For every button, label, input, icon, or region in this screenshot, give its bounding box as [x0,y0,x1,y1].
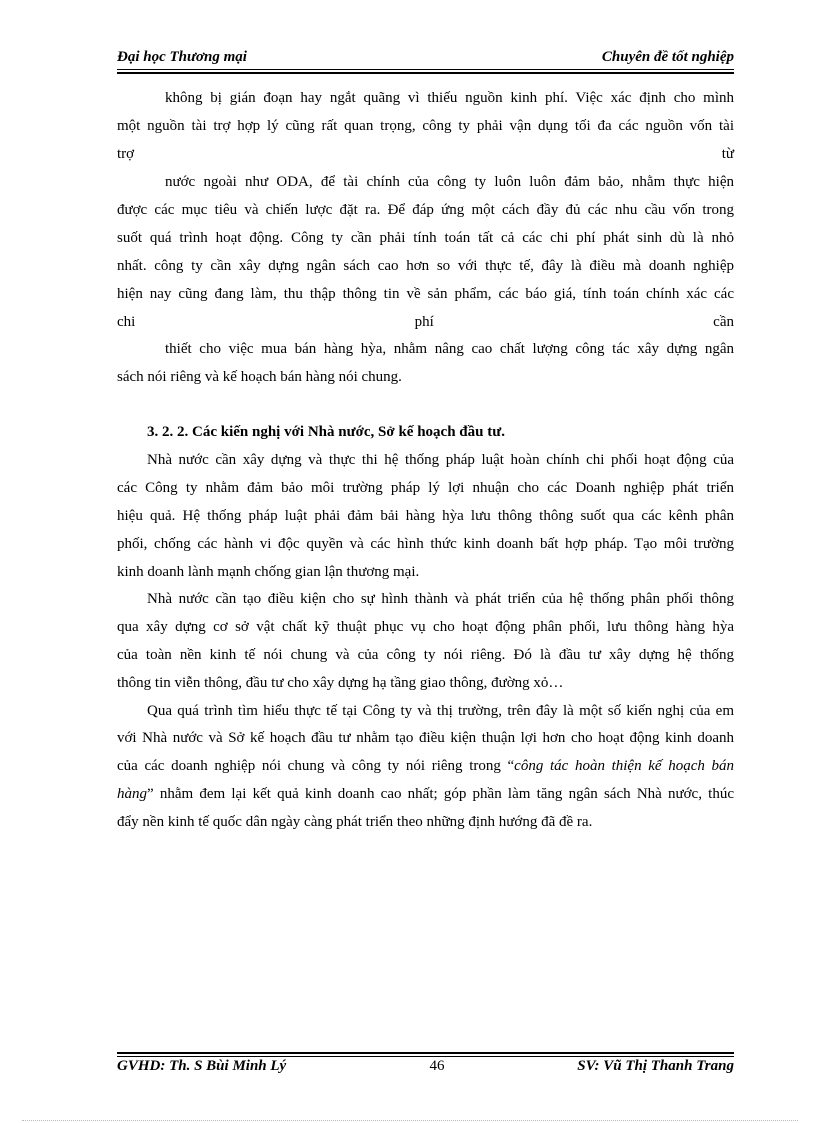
text-line: Nhà nước cần tạo điều kiện cho sự hình thành và phát triển của hệ thống phân phối thông [147,591,734,607]
text-line: với Nhà nước và Sở kế hoạch đầu tư nhằm tạo điều kiện thuận lợi hơn cho hoạt động kinh doanh [117,730,734,746]
text-line: nhất. công ty cần xây dựng ngân sách cao hơn so với thực tế, đây là điều mà doanh nghiệp [117,258,734,274]
text-line: thiết cho việc mua bán hàng hỳa, nhằm nâng cao chất lượng công tác xây dựng ngân [165,341,734,357]
text-line: hiệu quả. Hệ thống pháp luật phải đảm bải hàng hỳa lưu thông thông suốt qua các kênh phân [117,508,734,524]
header-document-type: Chuyên đề tốt nghiệp [601,49,734,65]
text-line: một nguồn tài trợ hợp lý cũng rất quan trọng, công ty phải vận dụng tối đa các nguồn vốn tài [117,118,734,134]
text-line: nước ngoài như ODA, để tài chính của công ty luôn luôn đảm bảo, nhằm thực hiện [165,174,734,190]
page-edge-divider [22,1120,798,1121]
header-rule [117,69,734,74]
header-university: Đại học Thương mại [117,49,247,65]
footer-supervisor: GVHD: Th. S Bùi Minh Lý [117,1058,287,1074]
section-heading: 3. 2. 2. Các kiến nghị với Nhà nước, Sở kế hoạch đầu tư. [147,424,505,440]
page-header [117,49,734,69]
text-line: sách nói riêng và kế hoạch bán hàng nói chung. [117,369,402,385]
text-segment: của các doanh nghiệp nói chung và công ty nói riêng trong “ [117,758,515,774]
text-line: các Công ty nhằm đảm bảo môi trường pháp lý lợi nhuận cho các Doanh nghiệp phát triển [117,480,734,496]
text-line [117,784,734,804]
text-line: đẩy nền kinh tế quốc dân ngày càng phát triển theo những định hướng đã đề ra. [117,814,593,830]
text-line [117,756,734,776]
text-line: thông tin viễn thông, đầu tư cho xây dựng hạ tầng giao thông, đường xỏ… [117,675,564,691]
text-line: trợ từ [117,146,734,162]
text-line: Nhà nước cần xây dựng và thực thi hệ thống pháp luật hoàn chính chi phối hoạt động của [147,452,734,468]
italic-phrase: công tác hoàn thiện kế hoạch bán [514,758,735,774]
text-segment: ” nhằm đem lại kết quả kinh doanh cao nhất; góp phần làm tăng ngân sách Nhà nước, thúc [147,786,734,802]
text-line: không bị gián đoạn hay ngắt quãng vì thiếu nguồn kinh phí. Việc xác định cho mình [165,90,734,106]
text-line: kinh doanh lành mạnh chống gian lận thương mại. [117,564,420,580]
footer-student: SV: Vũ Thị Thanh Trang [577,1058,734,1074]
text-line: được các mục tiêu và chiến lược đặt ra. Để đáp ứng một cách đầy đủ các nhu cầu vốn trong [117,202,734,218]
text-line: phối, chống các hành vi độc quyền và các hình thức kinh doanh bất hợp pháp. Tạo môi trường [117,536,734,552]
page-footer [117,1058,734,1078]
italic-phrase: hàng [117,786,147,802]
text-line: chi phí cần [117,314,734,330]
text-line: hiện nay cũng đang làm, thu thập thông tin về sản phẩm, các báo giá, tính toán chính xác các [117,286,734,302]
footer-rule [117,1052,734,1057]
text-line: Qua quá trình tìm hiểu thực tế tại Công ty và thị trường, trên đây là một số kiến nghị của em [147,703,734,719]
text-line: qua xây dựng cơ sở vật chất kỹ thuật phục vụ cho hoạt động phân phối, lưu thông hàng hỳa [117,619,734,635]
text-line: suốt quá trình hoạt động. Công ty cần phải tính toán tất cả các chi phí phát sinh dù là nhỏ [117,230,734,246]
page-number: 46 [429,1058,445,1074]
text-line: của toàn nền kinh tế nói chung và của công ty nói riêng. Đó là đầu tư xây dựng hệ thống [117,647,734,663]
